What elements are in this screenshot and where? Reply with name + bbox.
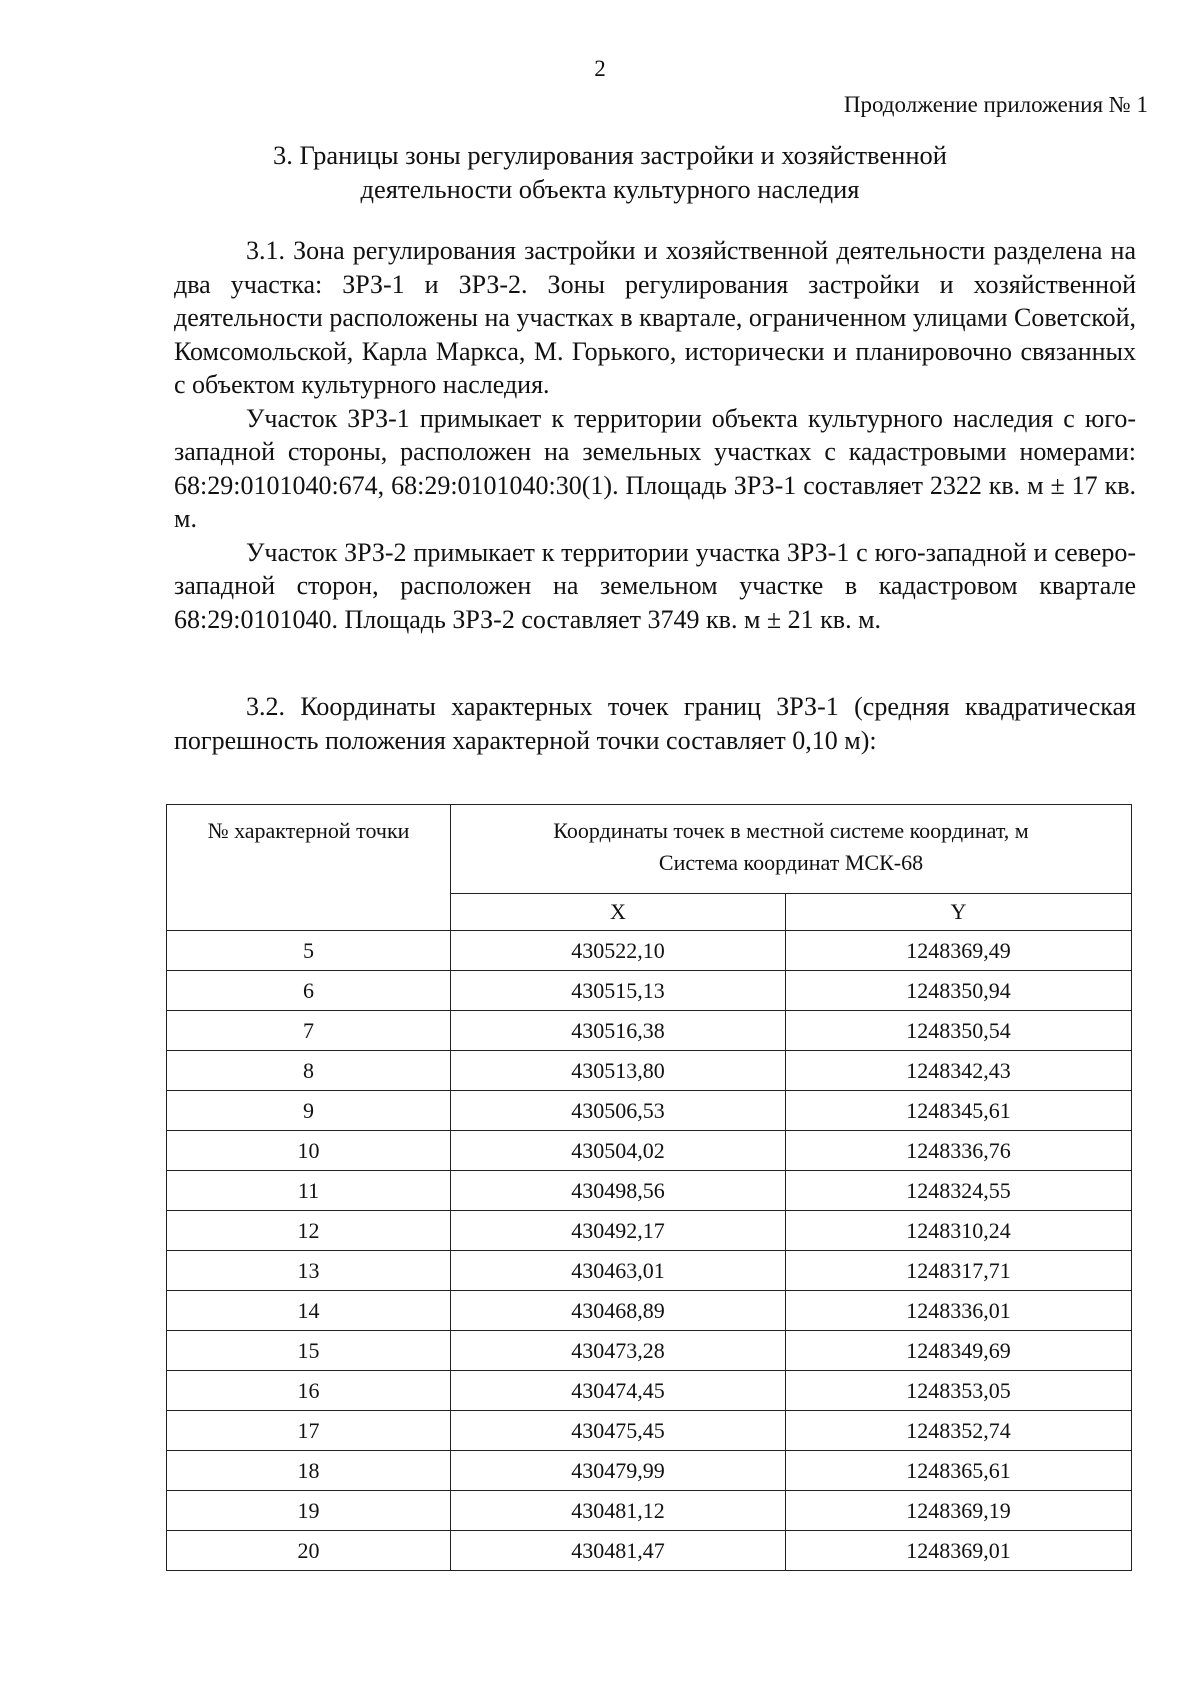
header-coordinates-line2: Система координат МСК-68 (658, 850, 924, 875)
section-title: 3. Границы зоны регулирования застройки и хозяйственной деятельности объекта культурного наследия (273, 140, 947, 204)
x-coordinate-cell: 430522,10 (451, 931, 786, 971)
table-row (167, 1331, 1132, 1371)
y-coordinate-cell: 1248365,61 (786, 1451, 1132, 1491)
y-coordinate-cell: 1248324,55 (786, 1171, 1132, 1211)
header-x: X (451, 894, 786, 931)
y-coordinate-cell: 1248352,74 (786, 1411, 1132, 1451)
y-coordinate-cell: 1248336,76 (786, 1131, 1132, 1171)
table-row (167, 1051, 1132, 1091)
coordinates-table-body (167, 931, 1132, 1571)
point-number-cell: 5 (167, 931, 451, 971)
x-coordinate-cell: 430513,80 (451, 1051, 786, 1091)
point-number-cell: 16 (167, 1371, 451, 1411)
y-coordinate-cell: 1248317,71 (786, 1251, 1132, 1291)
point-number-cell: 10 (167, 1131, 451, 1171)
y-coordinate-cell: 1248369,49 (786, 931, 1132, 971)
point-number-cell: 18 (167, 1451, 451, 1491)
x-coordinate-cell: 430506,53 (451, 1091, 786, 1131)
table-row (167, 1211, 1132, 1251)
y-coordinate-cell: 1248345,61 (786, 1091, 1132, 1131)
table-row (167, 1531, 1132, 1571)
point-number-cell: 17 (167, 1411, 451, 1451)
table-row (167, 1251, 1132, 1291)
y-coordinate-cell: 1248310,24 (786, 1211, 1132, 1251)
header-y: Y (786, 894, 1132, 931)
table-row (167, 971, 1132, 1011)
point-number-cell: 12 (167, 1211, 451, 1251)
point-number-cell: 11 (167, 1171, 451, 1211)
table-row (167, 931, 1132, 971)
x-coordinate-cell: 430463,01 (451, 1251, 786, 1291)
x-coordinate-cell: 430481,12 (451, 1491, 786, 1531)
y-coordinate-cell: 1248336,01 (786, 1291, 1132, 1331)
point-number-cell: 7 (167, 1011, 451, 1051)
paragraph-zrz-2: Участок ЗРЗ-2 примыкает к территории участка ЗРЗ-1 с юго-западной и северо-западной сторон, расположен на земельном участке в кадастровом квартале 68:29:0101040. Площадь ЗРЗ-2 составляет 3749 кв. м ± 21 кв. м. (174, 537, 1136, 634)
x-coordinate-cell: 430474,45 (451, 1371, 786, 1411)
coordinates-table (166, 804, 1132, 1571)
y-coordinate-cell: 1248350,54 (786, 1011, 1132, 1051)
table-row (167, 1171, 1132, 1211)
x-coordinate-cell: 430479,99 (451, 1451, 786, 1491)
table-row (167, 1291, 1132, 1331)
point-number-cell: 14 (167, 1291, 451, 1331)
table-row (167, 1411, 1132, 1451)
point-number-cell: 8 (167, 1051, 451, 1091)
x-coordinate-cell: 430475,45 (451, 1411, 786, 1451)
x-coordinate-cell: 430516,38 (451, 1011, 786, 1051)
table-row (167, 1091, 1132, 1131)
x-coordinate-cell: 430473,28 (451, 1331, 786, 1371)
point-number-cell: 9 (167, 1091, 451, 1131)
x-coordinate-cell: 430498,56 (451, 1171, 786, 1211)
point-number-cell: 13 (167, 1251, 451, 1291)
x-coordinate-cell: 430492,17 (451, 1211, 786, 1251)
y-coordinate-cell: 1248342,43 (786, 1051, 1132, 1091)
table-row (167, 1011, 1132, 1051)
x-coordinate-cell: 430481,47 (451, 1531, 786, 1571)
point-number-cell: 15 (167, 1331, 451, 1371)
appendix-continuation-label: Продолжение приложения № 1 (843, 92, 1148, 117)
point-number-cell: 19 (167, 1491, 451, 1531)
paragraph-zone-division: 3.1. Зона регулирования застройки и хозяйственной деятельности разделена на два участка: ЗРЗ-1 и ЗРЗ-2. Зоны регулирования застройки и хозяйственной деятельности расположены на участках в квартале, ограниченном улицами Советской, Комсомольской, Карла Маркса, М. Горького, исторически и планировочно связанных с объектом культурного наследия. (174, 236, 1136, 399)
paragraph-coordinates-intro: 3.2. Координаты характерных точек границ ЗРЗ-1 (средняя квадратическая погрешность положения характерной точки составляет 0,10 м): (174, 692, 1136, 755)
section-3-1-text (174, 234, 1136, 636)
table-row (167, 1451, 1132, 1491)
y-coordinate-cell: 1248349,69 (786, 1331, 1132, 1371)
x-coordinate-cell: 430515,13 (451, 971, 786, 1011)
section-3-2-text (174, 690, 1136, 757)
header-point-number: № характерной точки (167, 805, 451, 931)
table-row (167, 1371, 1132, 1411)
y-coordinate-cell: 1248369,01 (786, 1531, 1132, 1571)
paragraph-zrz-1: Участок ЗРЗ-1 примыкает к территории объекта культурного наследия с юго-западной стороны, расположен на земельных участках с кадастровыми номерами: 68:29:0101040:674, 68:29:0101040:30(1). Площадь ЗРЗ-1 составляет 2322 кв. м ± 17 кв. м. (174, 403, 1136, 533)
table-row (167, 1131, 1132, 1171)
header-coordinates (451, 805, 1132, 894)
y-coordinate-cell: 1248353,05 (786, 1371, 1132, 1411)
x-coordinate-cell: 430504,02 (451, 1131, 786, 1171)
x-coordinate-cell: 430468,89 (451, 1291, 786, 1331)
y-coordinate-cell: 1248369,19 (786, 1491, 1132, 1531)
point-number-cell: 6 (167, 971, 451, 1011)
table-row (167, 1491, 1132, 1531)
header-coordinates-line1: Координаты точек в местной системе координат, м (553, 818, 1029, 843)
point-number-cell: 20 (167, 1531, 451, 1571)
page-number: 2 (594, 56, 606, 81)
y-coordinate-cell: 1248350,94 (786, 971, 1132, 1011)
